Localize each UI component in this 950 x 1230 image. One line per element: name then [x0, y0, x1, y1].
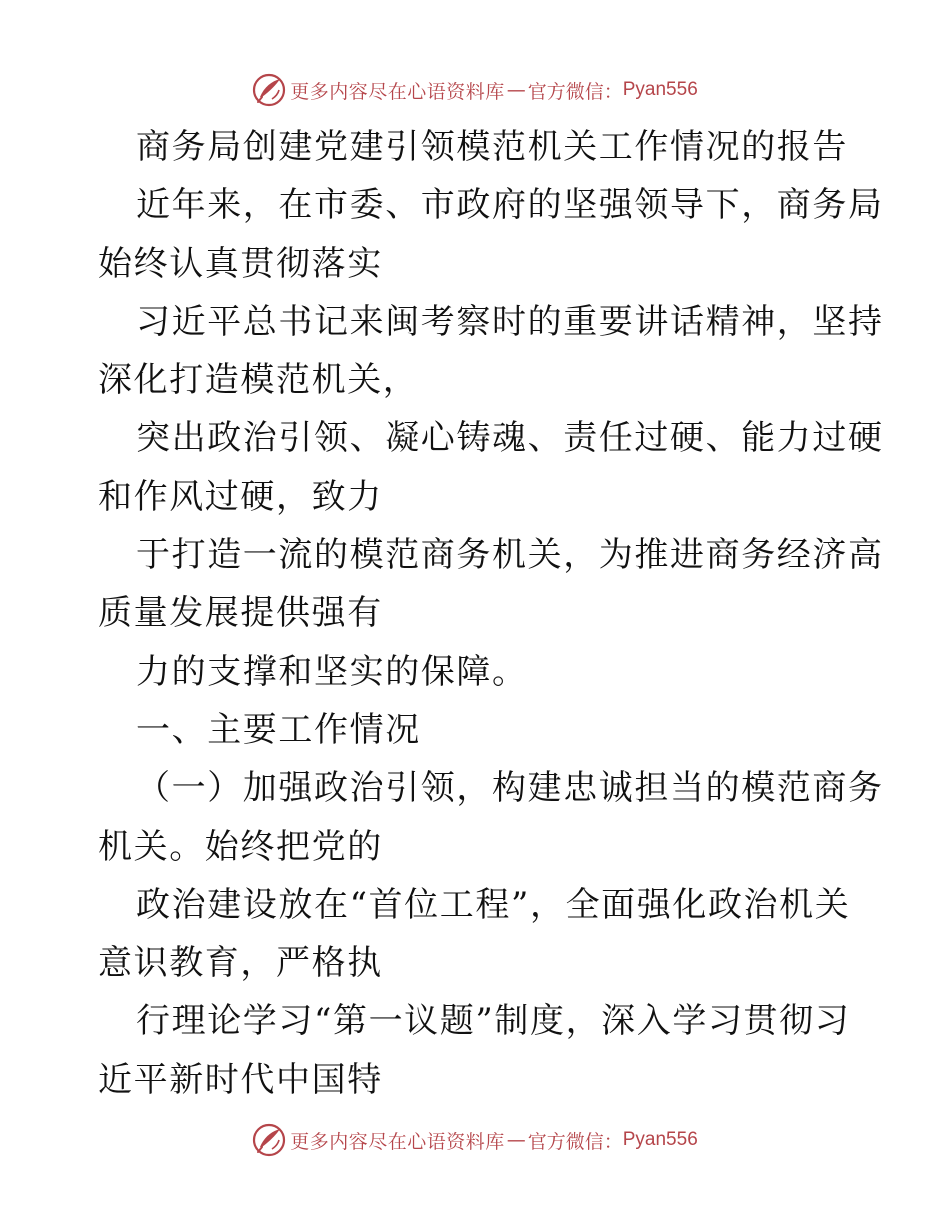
document-title: 商务局创建党建引领模范机关工作情况的报告 — [136, 127, 848, 167]
header-wechat-id: Pyan556 — [622, 79, 698, 100]
paragraph-line: 近年来，在市委、市政府的坚强领导下，商务局 — [136, 185, 884, 226]
feather-quill-logo-icon — [252, 73, 286, 107]
paragraph-line: 习近平总书记来闽考察时的重要讲话精神，坚持 — [136, 301, 884, 342]
feather-quill-logo-icon — [252, 1123, 286, 1157]
header-banner — [0, 70, 950, 110]
paragraph-line: 始终认真贯彻落实 — [98, 243, 383, 284]
paragraph-line: 和作风过硬，致力 — [98, 476, 383, 517]
paragraph-line: 力的支撑和坚实的保障。 — [136, 651, 528, 692]
subsection-heading: （一）加强政治引领，构建忠诚担当的模范商务 — [136, 768, 884, 809]
footer-wechat-label: 官方微信： — [527, 1130, 623, 1153]
header-promo-text: 更多内容尽在心语资料库 — [290, 80, 505, 103]
header-dash: — — [506, 79, 526, 101]
paragraph-line: 于打造一流的模范商务机关，为推进商务经济高 — [136, 535, 884, 576]
paragraph-line: 深化打造模范机关， — [98, 360, 419, 401]
paragraph-line: 突出政治引领、凝心铸魂、责任过硬、能力过硬 — [136, 418, 884, 459]
paragraph-line: 意识教育，严格执 — [98, 943, 383, 984]
paragraph-line: 质量发展提供强有 — [98, 593, 383, 634]
footer-promo-text: 更多内容尽在心语资料库 — [290, 1130, 505, 1153]
section-heading: 一、主要工作情况 — [136, 709, 421, 750]
footer-wechat-id: Pyan556 — [622, 1129, 698, 1150]
paragraph-line: 政治建设放在“首位工程”，全面强化政治机关 — [136, 884, 851, 925]
header-wechat-label: 官方微信： — [527, 80, 623, 103]
paragraph-line: 机关。始终把党的 — [98, 826, 383, 867]
footer-banner — [0, 1120, 950, 1160]
paragraph-line: 行理论学习“第一议题”制度，深入学习贯彻习 — [136, 1001, 851, 1042]
document-body — [98, 118, 884, 1109]
paragraph-line: 近平新时代中国特 — [98, 1059, 383, 1100]
footer-dash: — — [506, 1129, 526, 1151]
